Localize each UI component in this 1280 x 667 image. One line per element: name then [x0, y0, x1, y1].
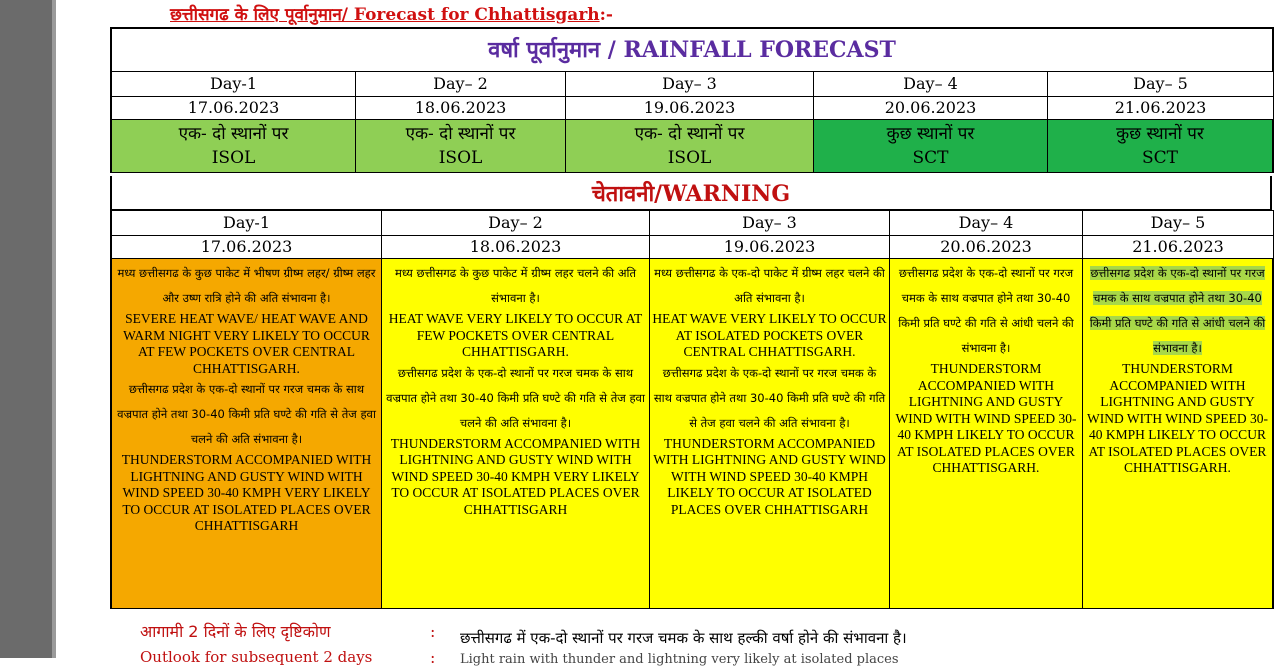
rain-forecast-hindi: कुछ स्थानों पर	[886, 124, 975, 144]
rain-forecast-hindi: एक- दो स्थानों पर	[405, 124, 516, 144]
rain-forecast-3	[566, 120, 814, 173]
viewer-sidebar-edge	[52, 0, 56, 658]
rain-date-1: 17.06.2023	[112, 97, 356, 120]
rain-forecast-4	[814, 120, 1048, 173]
rain-forecast-code: ISOL	[438, 148, 483, 168]
rain-forecast-2	[356, 120, 566, 173]
warning-hindi: छत्तीसगढ प्रदेश के एक-दो स्थानों पर गरज चमक के साथ वज्रपात होने तथा 30-40 किमी प्रति घण्टे की गति से तेज हवा चलने की अति संभावना है।	[653, 365, 886, 430]
warn-date-5: 21.06.2023	[1083, 236, 1274, 259]
rain-day-4: Day– 4	[814, 72, 1048, 97]
outlook-section	[140, 620, 1280, 667]
rain-forecast-hindi: एक- दो स्थानों पर	[178, 124, 289, 144]
warn-day-5: Day– 5	[1083, 210, 1274, 236]
warn-day-3: Day– 3	[650, 210, 890, 236]
rain-day-1: Day-1	[112, 72, 356, 97]
warning-hindi: मध्य छत्तीसगढ के एक-दो पाकेट में ग्रीष्म लहर चलने की अति संभावना है।	[654, 266, 885, 305]
rain-forecast-code: ISOL	[667, 148, 712, 168]
viewer-sidebar	[0, 0, 52, 658]
warning-text-day-1	[112, 259, 382, 609]
outlook-colon: :	[430, 648, 436, 667]
warning-hindi: मध्य छत्तीसगढ के कुछ पाकेट में भीषण ग्रीष्म लहर/ ग्रीष्म लहर और उष्ण रात्रि होने की अति संभावना है।	[117, 266, 376, 305]
warning-english: THUNDERSTORM ACCOMPANIED WITH LIGHTNING AND GUSTY WIND WITH WIND SPEED 30-40 KMPH VERY LIKELY TO OCCUR AT ISOLATED PLACES OVER CHHATTISGARH	[390, 435, 641, 517]
rain-date-2: 18.06.2023	[356, 97, 566, 120]
rain-day-3: Day– 3	[566, 72, 814, 97]
rain-date-3: 19.06.2023	[566, 97, 814, 120]
heading-hindi: छत्तीसगढ के लिए पूर्वानुमान/	[170, 5, 349, 25]
outlook-colon: :	[430, 622, 436, 641]
warning-text-day-2	[382, 259, 650, 609]
warning-hindi: छत्तीसगढ प्रदेश के एक-दो स्थानों पर गरज चमक के साथ वज्रपात होने तथा 30-40 किमी प्रति घण्टे की गति से आंधी चलने की संभावना है।	[898, 266, 1074, 355]
warning-text-day-5	[1083, 259, 1274, 609]
warn-day-1: Day-1	[112, 210, 382, 236]
warning-highlight: छत्तीसगढ प्रदेश के एक-दो स्थानों पर गरज चमक के साथ वज्रपात होने तथा 30-40 किमी प्रति घण्टे की गति से आंधी चलने की संभावना है।	[1089, 266, 1266, 355]
rain-day-2: Day– 2	[356, 72, 566, 97]
warning-english: THUNDERSTORM ACCOMPANIED WITH LIGHTNING AND GUSTY WIND WITH WIND SPEED 30-40 KMPH LIKELY TO OCCUR AT ISOLATED PLACES OVER CHHATTISGARH.	[895, 361, 1077, 475]
rain-forecast-5	[1048, 120, 1274, 173]
rain-date-4: 20.06.2023	[814, 97, 1048, 120]
warning-text-day-4	[890, 259, 1083, 609]
rain-forecast-code: SCT	[1142, 148, 1178, 168]
heading-english: Forecast for Chhattisgarh	[348, 5, 600, 25]
rain-forecast-1	[112, 120, 356, 173]
warn-day-2: Day– 2	[382, 210, 650, 236]
warn-day-4: Day– 4	[890, 210, 1083, 236]
warning-english: HEAT WAVE VERY LIKELY TO OCCUR AT FEW POCKETS OVER CENTRAL CHHATTISGARH.	[388, 311, 643, 359]
warning-english: HEAT WAVE VERY LIKELY TO OCCUR AT ISOLATED POCKETS OVER CENTRAL CHHATTISGARH.	[652, 311, 887, 359]
warn-date-3: 19.06.2023	[650, 236, 890, 259]
rain-forecast-hindi: कुछ स्थानों पर	[1116, 124, 1204, 144]
outlook-text-hindi: छत्तीसगढ में एक-दो स्थानों पर गरज चमक के साथ हल्की वर्षा होने की संभावना है।	[460, 629, 907, 647]
outlook-text-english: Light rain with thunder and lightning very likely at isolated places	[460, 652, 899, 667]
warning-english: THUNDERSTORM ACCOMPANIED WITH LIGHTNING AND GUSTY WIND WITH WIND SPEED 30-40 KMPH LIKELY TO OCCUR AT ISOLATED PLACES OVER CHHATTISGARH	[653, 435, 886, 517]
warning-english: THUNDERSTORM ACCOMPANIED WITH LIGHTNING AND GUSTY WIND WITH WIND SPEED 30-40 KMPH VERY LIKELY TO OCCUR AT ISOLATED PLACES OVER CHHATTISGARH	[121, 452, 372, 533]
outlook-label-hindi: आगामी 2 दिनों के लिए दृष्टिकोण	[140, 622, 331, 641]
rain-forecast-code: ISOL	[211, 148, 256, 168]
warning-text-day-3	[650, 259, 890, 609]
warning-hindi	[1085, 261, 1270, 361]
warning-english: SEVERE HEAT WAVE/ HEAT WAVE AND WARM NIGHT VERY LIKELY TO OCCUR AT FEW POCKETS OVER CENTRAL CHHATTISGARH.	[123, 311, 370, 376]
rain-day-5: Day– 5	[1048, 72, 1274, 97]
warn-date-1: 17.06.2023	[112, 236, 382, 259]
rain-date-5: 21.06.2023	[1048, 97, 1274, 120]
rain-forecast-code: SCT	[912, 148, 949, 168]
rainfall-title: वर्षा पूर्वानुमान / RAINFALL FORECAST	[112, 29, 1274, 72]
outlook-label-english: Outlook for subsequent 2 days	[140, 648, 373, 666]
warning-hindi: छत्तीसगढ प्रदेश के एक-दो स्थानों पर गरज चमक के साथ वज्रपात होने तथा 30-40 किमी प्रति घण्टे की गति से तेज हवा चलने की अति संभावना है।	[117, 382, 376, 446]
page-heading	[170, 2, 613, 25]
warn-date-4: 20.06.2023	[890, 236, 1083, 259]
warning-hindi: मध्य छत्तीसगढ के कुछ पाकेट में ग्रीष्म लहर चलने की अति संभावना है।	[394, 266, 637, 305]
warning-english: THUNDERSTORM ACCOMPANIED WITH LIGHTNING AND GUSTY WIND WITH WIND SPEED 30-40 KMPH LIKELY TO OCCUR AT ISOLATED PLACES OVER CHHATTISGARH.	[1087, 361, 1268, 475]
warn-date-2: 18.06.2023	[382, 236, 650, 259]
rain-forecast-hindi: एक- दो स्थानों पर	[634, 124, 745, 144]
warning-title: चेतावनी/WARNING	[110, 176, 1272, 210]
warning-hindi: छत्तीसगढ प्रदेश के एक-दो स्थानों पर गरज चमक के साथ वज्रपात होने तथा 30-40 किमी प्रति घण्टे की गति से तेज हवा चलने की अति संभावना है।	[386, 365, 645, 430]
warning-table	[110, 210, 1274, 609]
rainfall-forecast-table	[110, 27, 1274, 173]
heading-suffix: :-	[599, 5, 613, 25]
